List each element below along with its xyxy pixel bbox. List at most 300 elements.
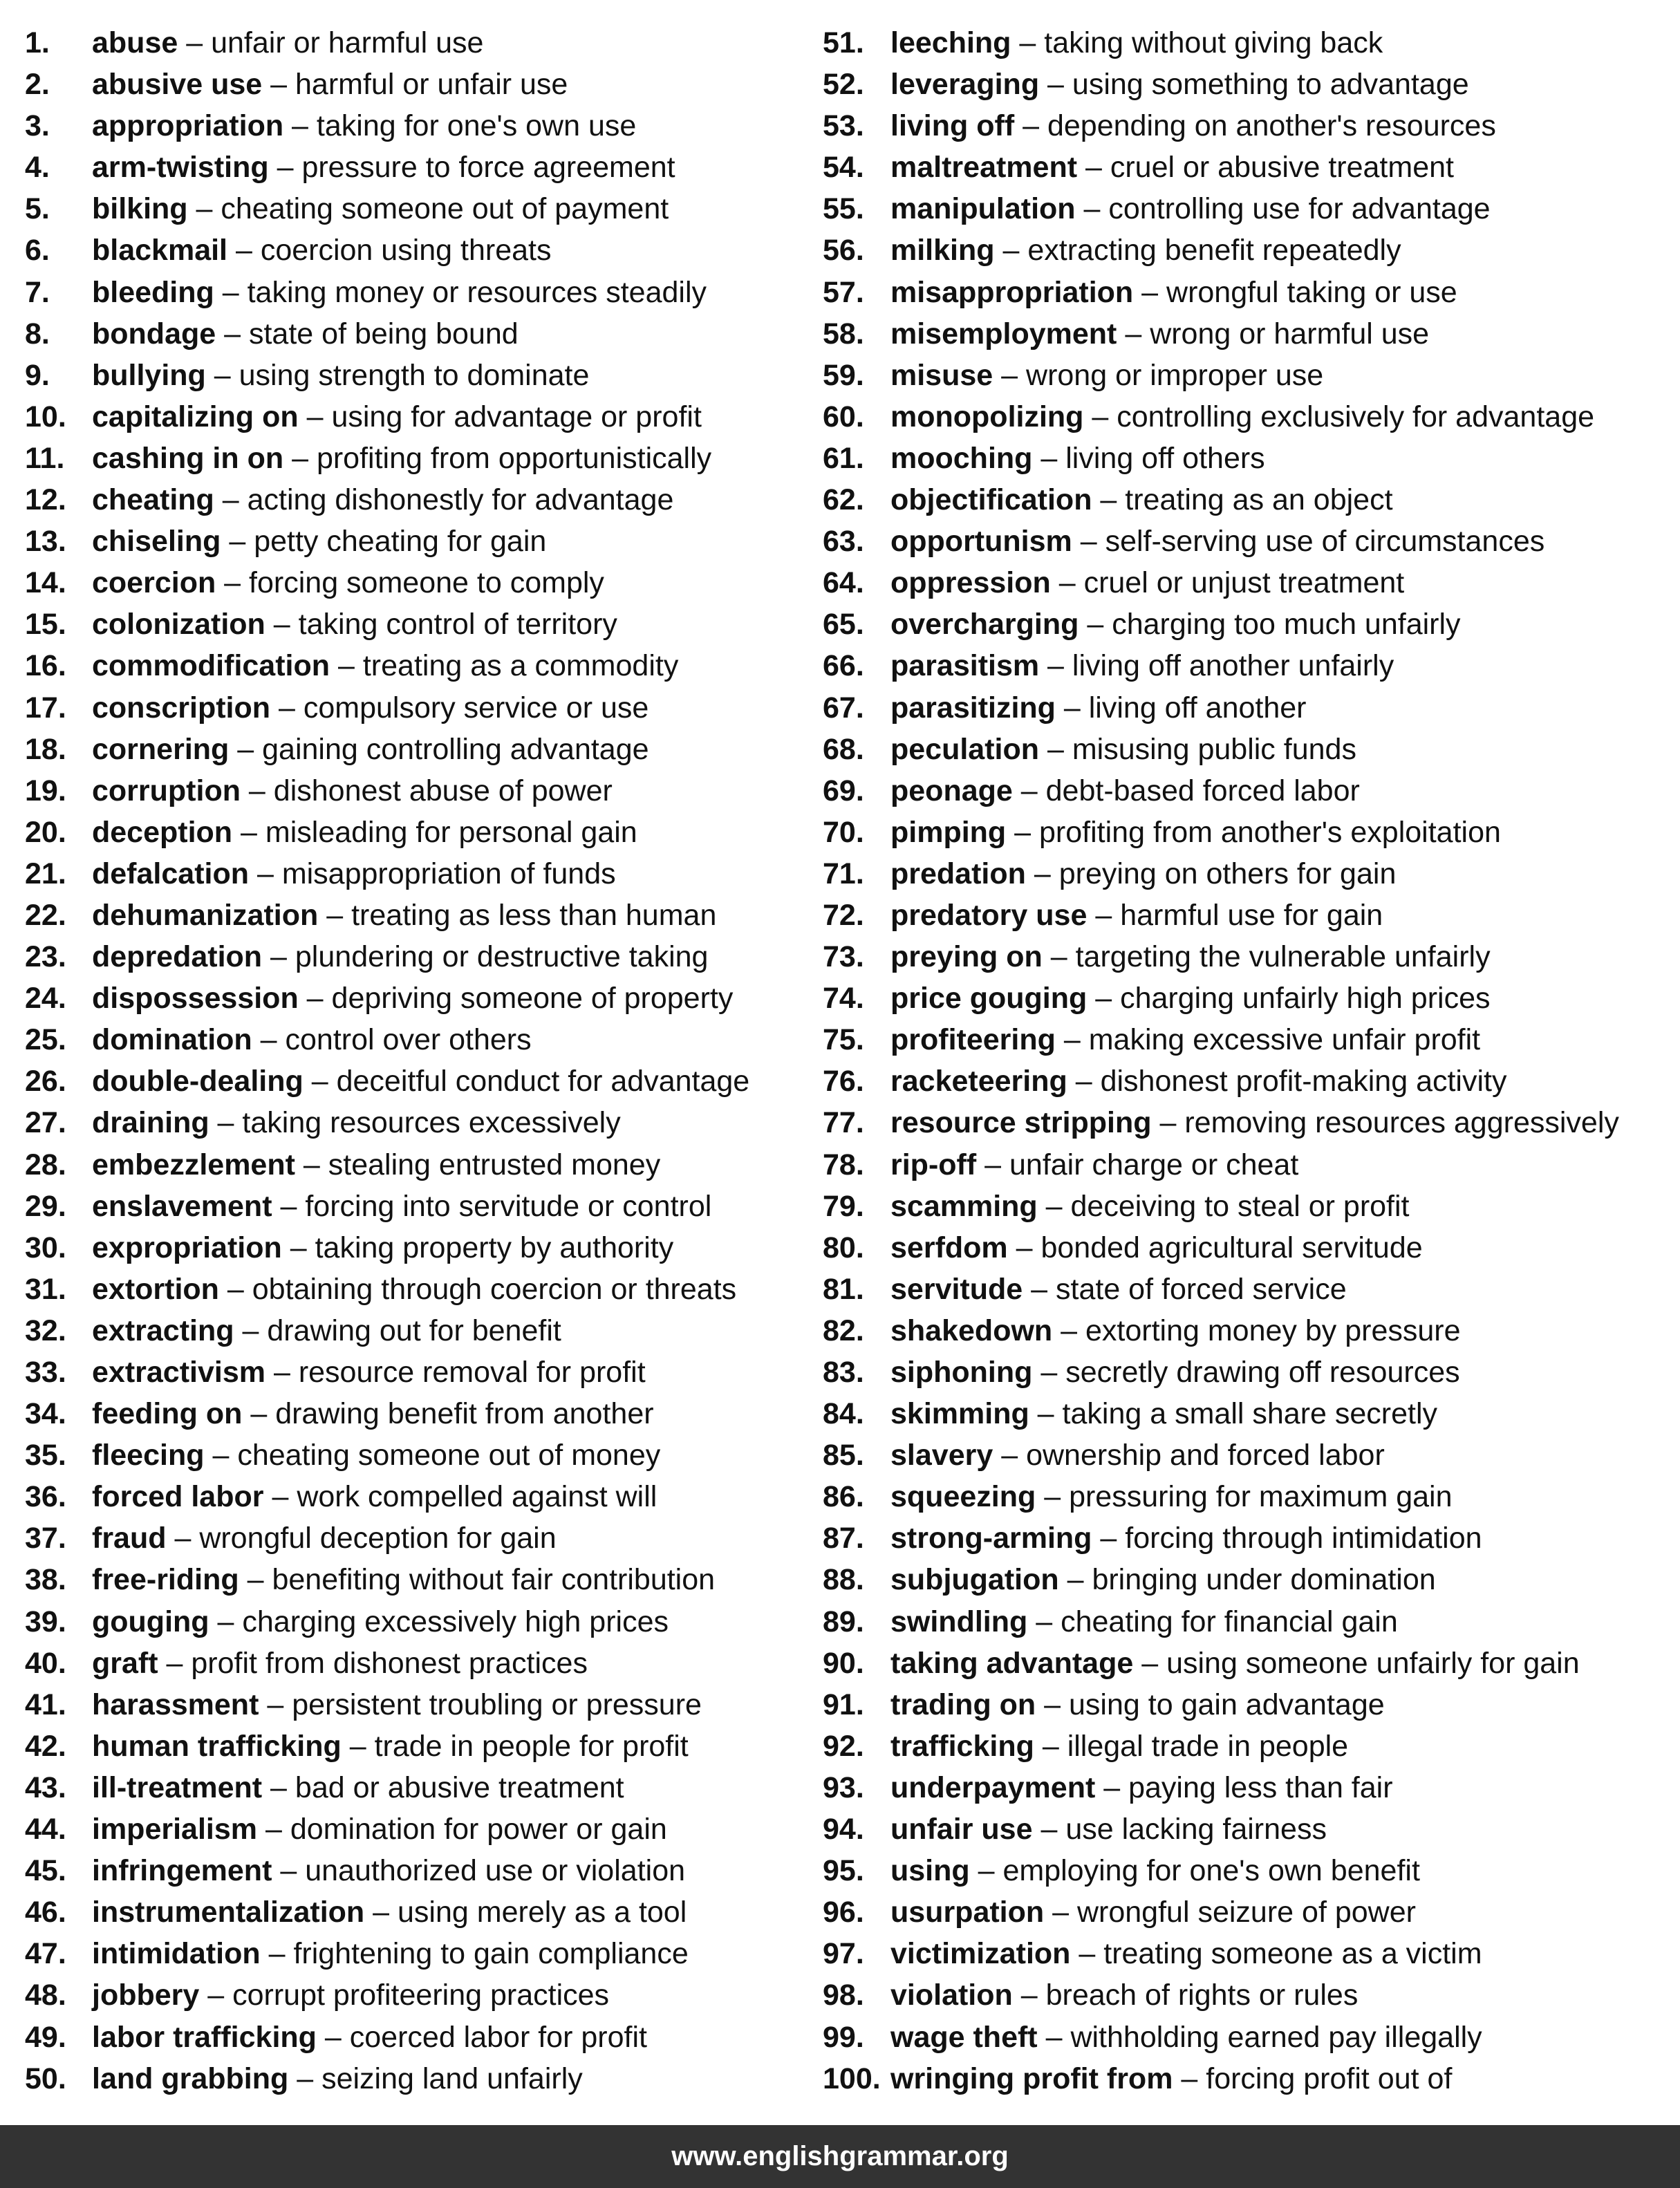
item-number: 73. [823,940,864,974]
item-term: objectification [890,483,1092,517]
item-definition: wrongful seizure of power [1076,1896,1416,1929]
list-item [25,1352,820,1393]
item-definition: using someone unfairly for gain [1166,1646,1580,1680]
item-number: 87. [823,1522,864,1555]
item-definition: acting dishonestly for advantage [247,483,674,517]
item-number: 95. [823,1854,864,1888]
item-number: 37. [25,1522,66,1555]
item-term: extractivism [92,1356,265,1389]
item-term: extortion [92,1272,219,1306]
list-item [823,2017,1673,2058]
list-item [823,1767,1673,1808]
item-separator: – [1067,1065,1101,1098]
list-item [25,396,820,438]
list-item [823,396,1673,438]
item-definition: cruel or unjust treatment [1083,566,1405,600]
list-item [823,1352,1673,1393]
item-definition: treating as an object [1125,483,1393,517]
item-number: 58. [823,317,864,350]
item-term: draining [92,1106,209,1140]
item-separator: – [216,317,249,350]
list-item [25,230,820,271]
item-term: servitude [890,1272,1023,1306]
item-separator: – [232,815,265,849]
item-definition: drawing benefit from another [275,1397,654,1431]
list-item [823,230,1673,271]
item-number: 65. [823,608,864,642]
item-term: embezzlement [92,1148,295,1181]
item-number: 85. [823,1439,864,1472]
item-definition: breach of rights or rules [1045,1979,1359,2012]
item-number: 75. [823,1023,864,1057]
item-term: depredation [92,940,263,974]
item-number: 62. [823,483,864,517]
item-separator: – [272,1189,306,1223]
item-definition: profiting from opportunistically [316,441,712,475]
list-item [25,1019,820,1060]
item-definition: taking control of territory [298,608,617,642]
item-separator: – [1083,400,1117,433]
item-definition: wrong or harmful use [1150,317,1430,350]
item-term: conscription [92,691,271,724]
item-separator: – [1027,1605,1061,1638]
item-definition: seizing land unfairly [321,2061,583,2095]
item-separator: – [262,68,295,102]
item-number: 20. [25,815,66,849]
item-separator: – [260,1937,294,1971]
item-definition: extracting benefit repeatedly [1027,234,1401,268]
item-separator: – [1055,1023,1089,1057]
item-number: 41. [25,1687,66,1721]
item-definition: pressure to force agreement [301,151,675,185]
item-definition: illegal trade in people [1067,1729,1349,1763]
item-definition: depriving someone of property [331,982,734,1016]
item-number: 35. [25,1439,66,1472]
item-term: misuse [890,358,993,392]
list-item [823,1144,1673,1186]
item-separator: – [1012,774,1046,807]
list-item [823,1808,1673,1850]
item-definition: treating someone as a victim [1103,1937,1482,1971]
item-separator: – [209,1106,243,1140]
list-item [25,313,820,355]
item-term: coercion [92,566,216,600]
item-definition: pressuring for maximum gain [1069,1480,1453,1514]
item-term: feeding on [92,1397,243,1431]
item-separator: – [262,940,295,974]
item-definition: state of being bound [248,317,519,350]
item-term: forced labor [92,1480,264,1514]
list-item [25,521,820,562]
item-separator: – [214,275,248,309]
item-number: 89. [823,1605,864,1638]
item-separator: – [265,1356,299,1389]
item-term: peonage [890,774,1013,807]
item-definition: controlling use for advantage [1108,192,1491,226]
list-item [25,105,820,147]
item-term: swindling [890,1605,1028,1638]
list-item [823,895,1673,936]
item-term: profiteering [890,1023,1056,1057]
item-term: wringing profit from [890,2061,1173,2095]
item-term: slavery [890,1439,993,1472]
item-definition: removing resources aggressively [1184,1106,1619,1140]
list-item [25,1434,820,1476]
item-separator: – [1039,68,1072,102]
item-separator: – [1032,1356,1066,1389]
item-term: dehumanization [92,898,319,932]
item-number: 92. [823,1729,864,1763]
item-term: colonization [92,608,265,642]
item-definition: forcing through intimidation [1125,1522,1482,1555]
list-item [823,1060,1673,1102]
list-item [25,1974,820,2016]
item-separator: – [283,109,317,143]
item-separator: – [1173,2061,1206,2095]
item-separator: – [1052,1313,1085,1347]
list-item [823,1102,1673,1143]
item-definition: extorting money by pressure [1085,1313,1461,1347]
list-item [25,562,820,604]
item-number: 80. [823,1231,864,1264]
item-number: 5. [25,192,50,226]
item-number: 71. [823,857,864,890]
item-term: racketeering [890,1065,1067,1098]
item-definition: taking for one's own use [316,109,637,143]
item-number: 90. [823,1646,864,1680]
item-term: maltreatment [890,151,1078,185]
item-number: 47. [25,1937,66,1971]
item-separator: – [1133,1646,1167,1680]
item-number: 12. [25,483,66,517]
list-item [25,645,820,686]
list-item [823,1269,1673,1310]
item-separator: – [1087,898,1121,932]
list-item [823,687,1673,729]
item-term: deception [92,815,233,849]
list-item [823,313,1673,355]
item-definition: using merely as a tool [398,1896,687,1929]
item-definition: wrong or improper use [1026,358,1324,392]
item-separator: – [1029,1397,1063,1431]
item-term: milking [890,234,995,268]
item-number: 48. [25,1979,66,2012]
item-number: 22. [25,898,66,932]
item-number: 6. [25,234,50,268]
item-term: gouging [92,1605,209,1638]
item-separator: – [281,1231,315,1264]
item-number: 72. [823,898,864,932]
item-number: 21. [25,857,66,890]
item-term: scamming [890,1189,1038,1223]
item-term: graft [92,1646,158,1680]
item-separator: – [1117,317,1150,350]
item-number: 31. [25,1272,66,1306]
item-number: 32. [25,1313,66,1347]
item-separator: – [969,1854,1003,1888]
item-number: 78. [823,1148,864,1181]
list-item [25,1476,820,1517]
item-number: 82. [823,1313,864,1347]
item-term: living off [890,109,1015,143]
list-item [25,687,820,729]
list-item [823,188,1673,230]
list-item [823,1974,1673,2016]
list-item [823,64,1673,105]
list-item [823,1019,1673,1060]
item-definition: compulsory service or use [303,691,649,724]
item-definition: misappropriation of funds [281,857,616,890]
item-number: 2. [25,68,50,102]
list-item [25,479,820,521]
list-item [25,895,820,936]
item-separator: – [298,982,332,1016]
item-number: 26. [25,1065,66,1098]
item-definition: coerced labor for profit [349,2020,647,2054]
item-term: domination [92,1023,252,1057]
item-separator: – [178,26,212,59]
item-number: 46. [25,1896,66,1929]
item-term: cheating [92,483,214,517]
item-number: 49. [25,2020,66,2054]
item-separator: – [272,1854,306,1888]
item-term: extracting [92,1313,234,1347]
item-term: cornering [92,732,230,766]
list-item [25,2058,820,2100]
item-definition: frightening to gain compliance [293,1937,689,1971]
item-number: 39. [25,1605,66,1638]
item-definition: drawing out for benefit [267,1313,561,1347]
item-separator: – [263,1480,297,1514]
item-separator: – [1034,1729,1067,1763]
item-definition: control over others [285,1023,532,1057]
item-definition: corrupt profiteering practices [232,1979,610,2012]
item-separator: – [303,1065,337,1098]
item-number: 59. [823,358,864,392]
item-definition: profit from dishonest practices [191,1646,588,1680]
list-item [25,355,820,396]
item-term: oppression [890,566,1051,600]
item-separator: – [1151,1106,1185,1140]
item-definition: deceitful conduct for advantage [336,1065,750,1098]
list-item [25,1186,820,1227]
list-item [25,1144,820,1186]
item-number: 86. [823,1480,864,1514]
item-term: fleecing [92,1439,205,1472]
item-term: intimidation [92,1937,261,1971]
item-number: 24. [25,982,66,1016]
item-definition: targeting the vulnerable unfairly [1075,940,1491,974]
item-number: 57. [823,275,864,309]
list-item [823,22,1673,64]
item-term: trading on [890,1687,1036,1721]
item-definition: debt-based forced labor [1045,774,1360,807]
list-item [25,1684,820,1726]
item-definition: forcing into servitude or control [305,1189,712,1223]
item-separator: – [1023,1272,1056,1306]
item-definition: depending on another's resources [1047,109,1496,143]
item-number: 76. [823,1065,864,1098]
item-separator: – [295,1148,328,1181]
item-separator: – [1079,608,1112,642]
item-separator: – [268,151,302,185]
item-separator: – [1011,26,1045,59]
item-number: 97. [823,1937,864,1971]
item-term: siphoning [890,1356,1033,1389]
item-term: unfair use [890,1813,1033,1846]
list-item [823,2058,1673,2100]
item-number: 33. [25,1356,66,1389]
item-definition: cheating someone out of payment [221,192,669,226]
item-number: 91. [823,1687,864,1721]
list-item [25,1850,820,1891]
item-number: 68. [823,732,864,766]
item-number: 8. [25,317,50,350]
item-separator: – [1025,857,1059,890]
list-item [823,521,1673,562]
item-definition: withholding earned pay illegally [1070,2020,1482,2054]
item-number: 27. [25,1106,66,1140]
item-definition: benefiting without fair contribution [272,1563,716,1597]
list-item [25,147,820,188]
item-separator: – [227,234,261,268]
item-term: trafficking [890,1729,1034,1763]
item-term: manipulation [890,192,1076,226]
item-term: parasitizing [890,691,1056,724]
item-term: squeezing [890,1480,1036,1514]
item-number: 17. [25,691,66,724]
item-definition: cruel or abusive treatment [1110,151,1454,185]
item-separator: – [341,1729,375,1763]
item-separator: – [283,441,317,475]
list-item [823,1476,1673,1517]
list-item [25,1517,820,1559]
item-number: 88. [823,1563,864,1597]
item-separator: – [298,400,332,433]
item-number: 1. [25,26,50,59]
item-definition: persistent troubling or pressure [292,1687,702,1721]
item-definition: taking property by authority [315,1231,674,1264]
item-term: chiseling [92,525,221,559]
item-term: wage theft [890,2020,1038,2054]
item-term: commodification [92,649,330,683]
item-term: double-dealing [92,1065,304,1098]
item-term: labor trafficking [92,2020,317,2054]
list-item [823,1559,1673,1600]
footer-banner [0,2125,1680,2188]
item-number: 53. [823,109,864,143]
list-item [25,1060,820,1102]
item-term: violation [890,1979,1013,2012]
item-number: 18. [25,732,66,766]
item-separator: – [1042,940,1076,974]
list-item [823,770,1673,812]
item-definition: trade in people for profit [374,1729,689,1763]
item-separator: – [262,1770,295,1804]
item-separator: – [1087,982,1121,1016]
word-list-left-column [25,22,820,2100]
item-number: 29. [25,1189,66,1223]
list-item [823,645,1673,686]
item-number: 56. [823,234,864,268]
item-term: resource stripping [890,1106,1152,1140]
item-number: 84. [823,1397,864,1431]
list-item [823,1517,1673,1559]
item-definition: living off another [1088,691,1307,724]
item-number: 63. [823,525,864,559]
item-number: 45. [25,1854,66,1888]
item-term: fraud [92,1522,167,1555]
item-term: land grabbing [92,2061,289,2095]
item-number: 66. [823,649,864,683]
item-number: 38. [25,1563,66,1597]
list-item [823,1186,1673,1227]
item-definition: preying on others for gain [1058,857,1397,890]
list-item [25,770,820,812]
item-definition: plundering or destructive taking [295,940,709,974]
item-definition: charging unfairly high prices [1120,982,1491,1016]
item-number: 40. [25,1646,66,1680]
item-separator: – [270,691,304,724]
item-separator: – [1092,483,1126,517]
item-number: 94. [823,1813,864,1846]
item-term: ill-treatment [92,1770,263,1804]
list-item [25,1726,820,1767]
item-definition: profiting from another's exploitation [1039,815,1501,849]
list-item [823,1891,1673,1933]
item-separator: – [1039,732,1072,766]
item-separator: – [1014,109,1047,143]
item-number: 61. [823,441,864,475]
item-separator: – [1072,525,1105,559]
item-term: bondage [92,317,216,350]
list-item [823,1227,1673,1269]
item-separator: – [994,234,1028,268]
list-item [823,1726,1673,1767]
item-number: 43. [25,1770,66,1804]
list-item [25,1310,820,1352]
list-item [25,604,820,645]
item-number: 93. [823,1770,864,1804]
list-item [823,1601,1673,1643]
item-number: 25. [25,1023,66,1057]
item-number: 50. [25,2061,66,2095]
item-term: usurpation [890,1896,1045,1929]
item-term: defalcation [92,857,249,890]
item-term: monopolizing [890,400,1084,433]
item-term: arm-twisting [92,151,269,185]
item-separator: – [205,358,239,392]
item-term: leeching [890,26,1011,59]
item-separator: – [993,1439,1027,1472]
list-item [25,1601,820,1643]
item-definition: domination for power or gain [290,1813,667,1846]
list-item [823,936,1673,978]
item-separator: – [1070,1937,1104,1971]
item-term: preying on [890,940,1043,974]
item-definition: state of forced service [1056,1272,1347,1306]
item-term: imperialism [92,1813,257,1846]
item-number: 55. [823,192,864,226]
item-term: abuse [92,26,178,59]
item-separator: – [1055,691,1089,724]
item-term: free-riding [92,1563,239,1597]
item-separator: – [221,525,254,559]
item-term: skimming [890,1397,1029,1431]
item-number: 70. [823,815,864,849]
item-term: pimping [890,815,1007,849]
item-term: bullying [92,358,206,392]
